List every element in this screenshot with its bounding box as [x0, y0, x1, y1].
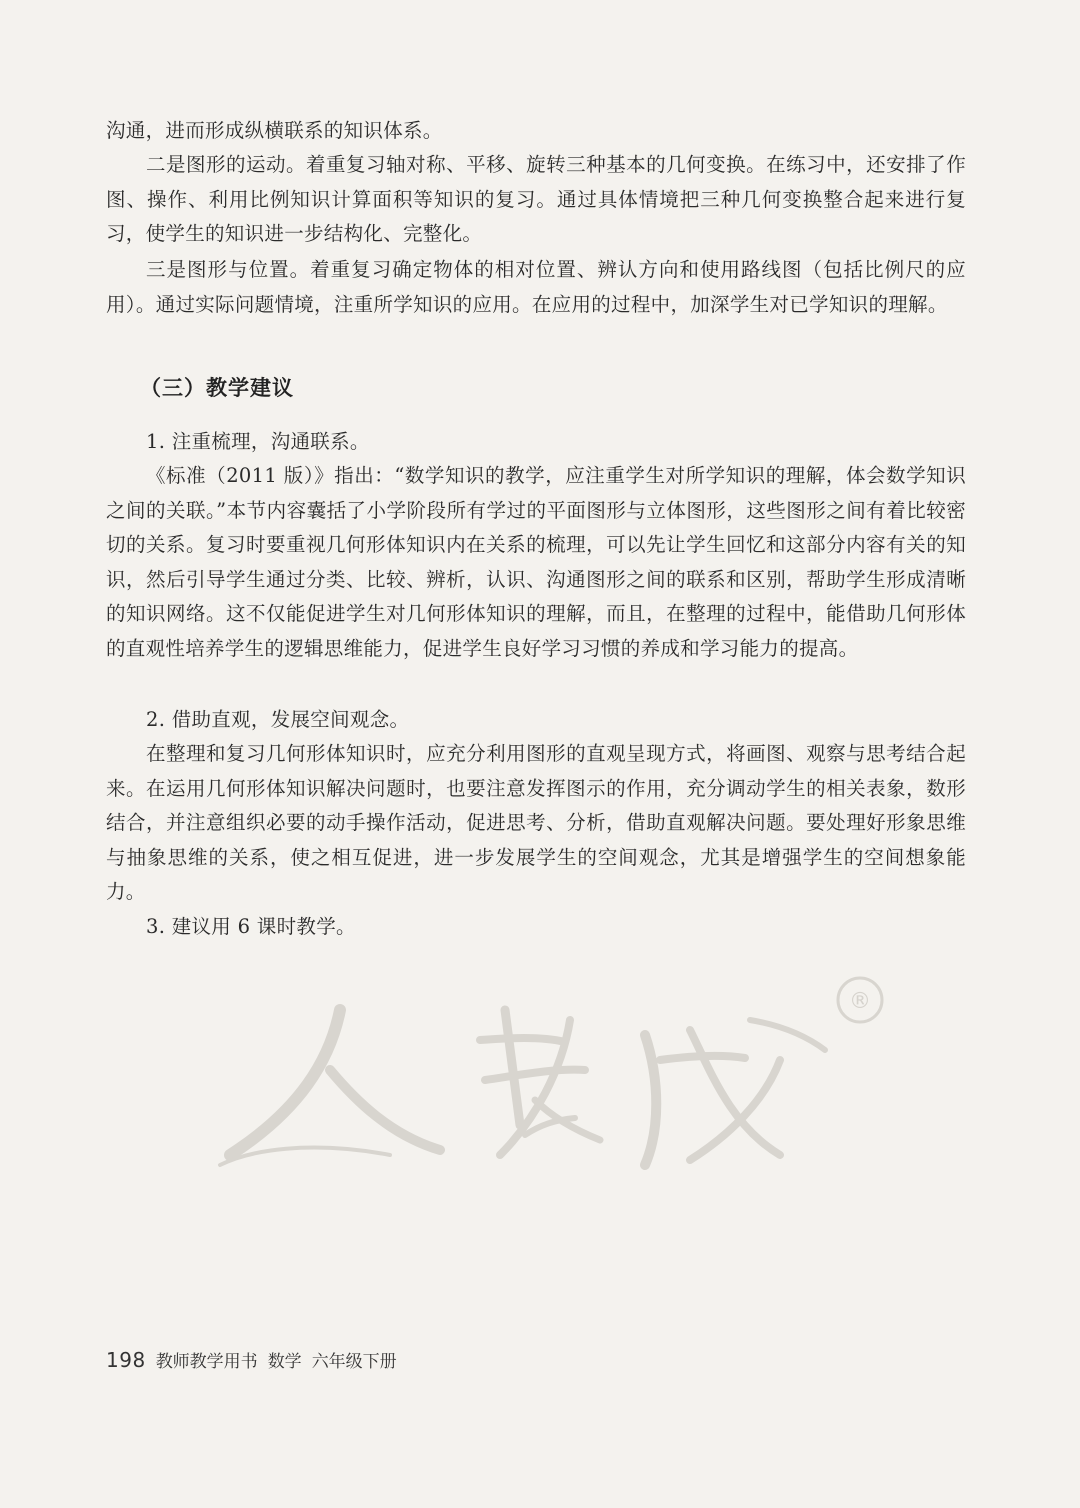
suggestion-2-title: 2. 借助直观，发展空间观念。	[146, 708, 410, 731]
suggestion-3: 3. 建议用 6 课时教学。	[146, 915, 356, 938]
section-heading-teaching-suggestions: （三）教学建议	[140, 376, 294, 400]
page-footer	[106, 1348, 407, 1374]
paragraph-continuation: 沟通，进而形成纵横联系的知识体系。	[106, 119, 443, 142]
paragraph-graphic-position: 三是图形与位置。着重复习确定物体的相对位置、辨认方向和使用路线图（包括比例尺的应用）。通过实际问题情境，注重所学知识的应用。在应用的过程中，加深学生对已学知识的理解。	[106, 258, 966, 316]
page-number: 198	[106, 1348, 146, 1372]
suggestion-2-body: 在整理和复习几何形体知识时，应充分利用图形的直观呈现方式，将画图、观察与思考结合起来。在运用几何形体知识解决问题时，也要注意发挥图示的作用，充分调动学生的相关表象，数形结合，并注意组织必要的动手操作活动，促进思考、分析，借助直观解决问题。要处理好形象思维与抽象思维的关系，使之相互促进，进一步发展学生的空间观念，尤其是增强学生的空间想象能力。	[106, 742, 966, 904]
footer-subject: 数学	[267, 1352, 302, 1372]
suggestion-1-body: 《标准（2011 版）》指出：“数学知识的教学，应注重学生对所学知识的理解，体会数学知识之间的关联。”本节内容囊括了小学阶段所有学过的平面图形与立体图形，这些图形之间有着比较密切的关系。复习时要重视几何形体知识内在关系的梳理，可以先让学生回忆和这部分内容有关的知识，然后引导学生通过分类、比较、辨析，认识、沟通图形之间的联系和区别，帮助学生形成清晰的知识网络。这不仅能促进学生对几何形体知识的理解，而且，在整理的过程中，能借助几何形体的直观性培养学生的逻辑思维能力，促进学生良好学习习惯的养成和学习能力的提高。	[106, 464, 966, 660]
publisher-watermark-logo	[190, 950, 910, 1210]
footer-grade: 六年级下册	[311, 1352, 397, 1372]
suggestion-1-title: 1. 注重梳理，沟通联系。	[146, 430, 370, 453]
paragraph-graphic-motion: 二是图形的运动。着重复习轴对称、平移、旋转三种基本的几何变换。在练习中，还安排了作图、操作、利用比例知识计算面积等知识的复习。通过具体情境把三种几何变换整合起来进行复习，使学生的知识进一步结构化、完整化。	[106, 153, 966, 246]
registered-mark: ®	[849, 989, 871, 1014]
footer-book-title: 教师教学用书	[155, 1352, 258, 1372]
